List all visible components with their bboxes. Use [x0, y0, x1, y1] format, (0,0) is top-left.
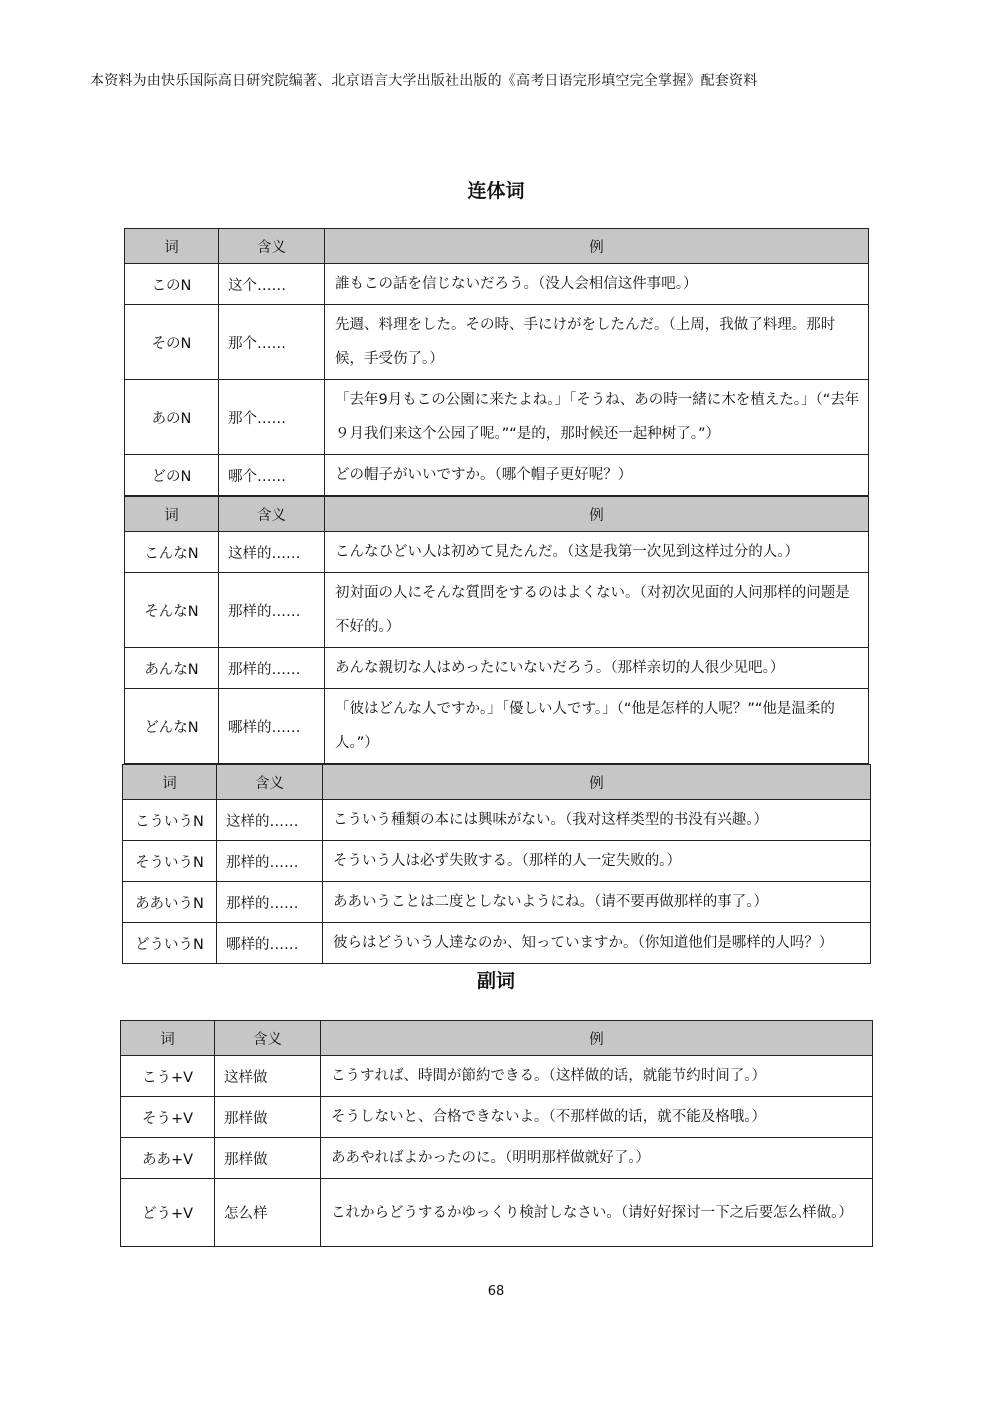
page-number: 68 [487, 1284, 505, 1299]
row-meaning: 那样做 [215, 1138, 321, 1179]
row-example: ああいうことは二度としないようにね。（请不要再做那样的事了。） [323, 882, 871, 923]
row-word: このN [125, 264, 219, 305]
row-word: こう+V [121, 1056, 215, 1097]
fukushi-table [120, 1020, 873, 1247]
row-word: ああ+V [121, 1138, 215, 1179]
row-example: あんな親切な人はめったにいないだろう。（那样亲切的人很少见吧。） [325, 648, 869, 689]
row-word: そういうN [123, 841, 217, 882]
table-row [123, 923, 871, 964]
row-meaning: 这样的…… [217, 800, 323, 841]
table-header-row [125, 497, 869, 532]
row-word: そんなN [125, 573, 219, 648]
table-row [125, 380, 869, 455]
header-word: 词 [125, 229, 219, 264]
table-row [121, 1056, 873, 1097]
header-word: 词 [125, 497, 219, 532]
row-example: こういう種類の本には興味がない。（我对这样类型的书没有兴趣。） [323, 800, 871, 841]
table-row [121, 1138, 873, 1179]
row-example: どの帽子がいいですか。（哪个帽子更好呢？） [325, 455, 869, 496]
header-meaning: 含义 [219, 229, 325, 264]
row-meaning: 那个…… [219, 305, 325, 380]
table-row [123, 841, 871, 882]
row-meaning: 那样的…… [219, 648, 325, 689]
header-example: 例 [321, 1021, 873, 1056]
row-meaning: 这样做 [215, 1056, 321, 1097]
row-word: どのN [125, 455, 219, 496]
table-row [125, 532, 869, 573]
header-meaning: 含义 [215, 1021, 321, 1056]
row-meaning: 这样的…… [219, 532, 325, 573]
table-row [125, 573, 869, 648]
table-row [121, 1097, 873, 1138]
table-header-row [125, 229, 869, 264]
table-row [121, 1179, 873, 1247]
section-title-fukushi: 副词 [476, 970, 515, 992]
row-example: 初対面の人にそんな質問をするのはよくない。（对初次见面的人问那样的问题是不好的。） [325, 573, 869, 648]
row-meaning: 那样做 [215, 1097, 321, 1138]
row-meaning: 哪个…… [219, 455, 325, 496]
row-meaning: 怎么样 [215, 1179, 321, 1247]
row-word: どう+V [121, 1179, 215, 1247]
rentaishi-table-kouiu [122, 764, 871, 964]
row-word: あのN [125, 380, 219, 455]
rentaishi-table-kono [124, 228, 869, 496]
row-meaning: 那个…… [219, 380, 325, 455]
table-row [125, 455, 869, 496]
row-word: どんなN [125, 689, 219, 764]
row-example: これからどうするかゆっくり検討しなさい。（请好好探讨一下之后要怎么样做。） [321, 1179, 873, 1247]
header-meaning: 含义 [217, 765, 323, 800]
table-row [125, 264, 869, 305]
row-meaning: 哪样的…… [219, 689, 325, 764]
header-word: 词 [123, 765, 217, 800]
row-meaning: 那样的…… [217, 841, 323, 882]
row-word: あんなN [125, 648, 219, 689]
row-example: そうしないと、合格できないよ。（不那样做的话，就不能及格哦。） [321, 1097, 873, 1138]
row-word: そのN [125, 305, 219, 380]
document-header: 本资料为由快乐国际高日研究院编著、北京语言大学出版社出版的《高考日语完形填空完全掌握》配套资料 [90, 73, 758, 89]
row-example: そういう人は必ず失敗する。（那样的人一定失败的。） [323, 841, 871, 882]
table-row [123, 800, 871, 841]
table-row [125, 689, 869, 764]
row-example: こうすれば、時間が節約できる。（这样做的话，就能节约时间了。） [321, 1056, 873, 1097]
header-meaning: 含义 [219, 497, 325, 532]
section-title-rentaishi: 连体词 [467, 180, 525, 202]
header-example: 例 [325, 229, 869, 264]
row-word: ああいうN [123, 882, 217, 923]
row-example: 彼らはどういう人達なのか、知っていますか。（你知道他们是哪样的人吗？） [323, 923, 871, 964]
row-example: 誰もこの話を信じないだろう。（没人会相信这件事吧。） [325, 264, 869, 305]
rentaishi-table-konna [124, 496, 869, 764]
header-word: 词 [121, 1021, 215, 1056]
row-meaning: 哪样的…… [217, 923, 323, 964]
row-example: 「去年9月もこの公園に来たよね。」「そうね、あの時一緒に木を植えた。」（“去年９月我们来这个公园了呢。”“是的，那时候还一起种树了。”） [325, 380, 869, 455]
row-word: そう+V [121, 1097, 215, 1138]
table-header-row [121, 1021, 873, 1056]
row-meaning: 这个…… [219, 264, 325, 305]
row-meaning: 那样的…… [217, 882, 323, 923]
row-word: こんなN [125, 532, 219, 573]
table-row [125, 305, 869, 380]
header-example: 例 [323, 765, 871, 800]
table-row [123, 882, 871, 923]
row-example: 先週、料理をした。その時、手にけがをしたんだ。（上周，我做了料理。那时候，手受伤了。） [325, 305, 869, 380]
table-row [125, 648, 869, 689]
table-header-row [123, 765, 871, 800]
row-word: どういうN [123, 923, 217, 964]
row-meaning: 那样的…… [219, 573, 325, 648]
row-example: 「彼はどんな人ですか。」「優しい人です。」（“他是怎样的人呢？”“他是温柔的人。”） [325, 689, 869, 764]
row-word: こういうN [123, 800, 217, 841]
header-example: 例 [325, 497, 869, 532]
row-example: ああやればよかったのに。（明明那样做就好了。） [321, 1138, 873, 1179]
row-example: こんなひどい人は初めて見たんだ。（这是我第一次见到这样过分的人。） [325, 532, 869, 573]
